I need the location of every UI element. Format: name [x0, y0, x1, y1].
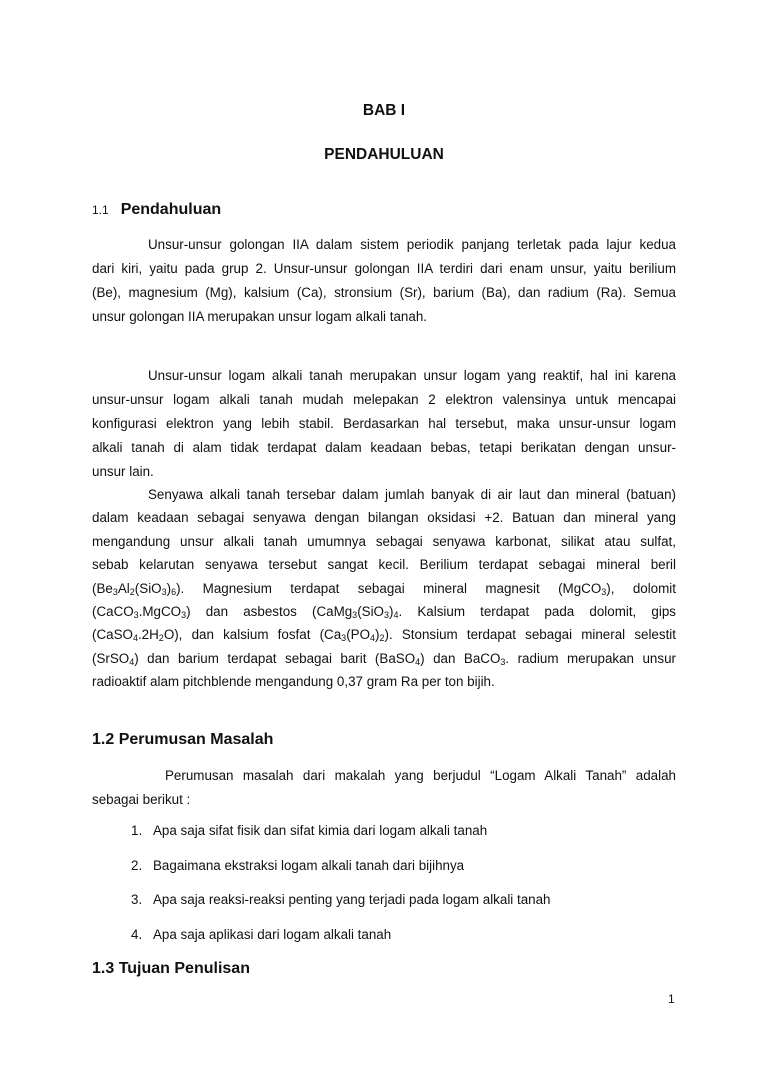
text-run: Unsur-unsur logam alkali tanah merupakan unsur logam yang reaktif, hal ini karena: [148, 368, 676, 383]
text-run: Unsur-unsur golongan IIA dalam sistem periodik panjang terletak pada lajur kedua: [148, 237, 676, 252]
text-run: Perumusan masalah dari makalah yang berjudul “Logam Alkali Tanah” adalah: [165, 768, 676, 783]
text-line: [92, 506, 676, 529]
list-item: [131, 858, 464, 873]
text-run: alkali tanah di alam tidak terdapat dalam keadaan bebas, tetapi berikatan dengan unsur-: [92, 440, 676, 455]
list-item: [131, 927, 391, 942]
list-item: [131, 823, 487, 838]
text-line: [92, 788, 676, 812]
text-run: ): [389, 603, 394, 619]
text-line: [92, 483, 676, 506]
text-run: (PO: [346, 627, 370, 643]
text-line: [92, 623, 676, 646]
list-text: Apa saja sifat fisik dan sifat kimia dari logam alkali tanah: [153, 823, 488, 838]
list-text: Bagaimana ekstraksi logam alkali tanah dari bijihnya: [153, 858, 465, 873]
text-line: [92, 577, 676, 600]
text-run: (SiO: [134, 580, 162, 596]
text-run: Al: [117, 580, 130, 596]
subscript: 3: [352, 609, 358, 620]
subscript: 3: [112, 586, 118, 597]
subscript: 6: [171, 586, 177, 597]
text-line: [92, 305, 676, 329]
subscript: 4: [370, 633, 376, 644]
text-run: ) dan BaCO: [420, 650, 501, 666]
paragraph-3: [92, 483, 676, 694]
paragraph-2: [92, 364, 676, 484]
text-run: radioaktif alam pitchblende mengandung 0,37 gram Ra per ton bijih.: [92, 674, 495, 690]
subscript: 3: [383, 609, 389, 620]
text-run: sebagai berikut :: [92, 792, 191, 807]
text-line: [92, 233, 676, 257]
text-run: dalam keadaan sebagai senyawa dengan bilangan oksidasi +2. Batuan dan mineral yang: [92, 510, 676, 526]
text-run: ) dan barium terdapat sebagai barit (BaSO: [134, 650, 416, 666]
list-number: 1.: [131, 823, 143, 838]
text-line: [92, 281, 676, 305]
subscript: 4: [393, 609, 399, 620]
text-run: (CaSO: [92, 627, 133, 643]
text-line: [92, 460, 676, 484]
section-number: 1.1: [92, 203, 109, 217]
text-run: (SrSO: [92, 650, 130, 666]
subscript: 3: [181, 609, 187, 620]
text-run: unsur golongan IIA merupakan unsur logam alkali tanah.: [92, 309, 427, 324]
list-text: Apa saja reaksi-reaksi penting yang terjadi pada logam alkali tanah: [153, 892, 551, 907]
text-run: ): [375, 627, 380, 643]
text-line: [92, 257, 676, 281]
text-line: [92, 553, 676, 576]
chapter-label: BAB I: [362, 102, 406, 119]
text-run: . Kalsium terdapat pada dolomit, gips: [398, 603, 676, 619]
text-run: (Be: [92, 580, 113, 596]
text-line: [92, 436, 676, 460]
text-line: [92, 764, 676, 788]
text-run: . radium merupakan unsur: [505, 650, 676, 666]
subscript: 4: [415, 656, 421, 667]
list-text: Apa saja aplikasi dari logam alkali tanah: [153, 927, 392, 942]
text-line: [92, 600, 676, 623]
subscript: 2: [379, 633, 385, 644]
section-1-2-heading: 1.2 Perumusan Masalah: [92, 731, 274, 748]
subscript: 3: [601, 586, 607, 597]
subscript: 3: [341, 633, 347, 644]
subscript: 3: [500, 656, 506, 667]
chapter-title: PENDAHULUAN: [324, 146, 444, 163]
subscript: 2: [129, 586, 135, 597]
text-run: (Be), magnesium (Mg), kalsium (Ca), stronsium (Sr), barium (Ba), dan radium (Ra). Semua: [92, 285, 676, 300]
text-run: ): [166, 580, 172, 596]
text-run: mengandung unsur alkali tanah umumnya sebagai senyawa karbonat, silikat atau sulfat,: [92, 533, 676, 549]
text-line: [92, 412, 676, 436]
text-line: [92, 670, 676, 693]
section-title: Pendahuluan: [120, 201, 222, 218]
list-number: 4.: [131, 927, 143, 942]
text-line: [92, 388, 676, 412]
subscript: 4: [132, 633, 138, 644]
subscript: 2: [158, 633, 164, 644]
text-run: ), dolomit: [606, 580, 676, 596]
text-run: sebab kelarutan senyawa tersebut sangat kecil. Berilium terdapat sebagai mineral beril: [92, 557, 676, 573]
text-line: [92, 647, 676, 670]
text-run: Senyawa alkali tanah tersebar dalam jumlah banyak di air laut dan mineral (batuan): [148, 487, 676, 502]
text-run: ). Magnesium terdapat sebagai mineral magnesit (MgCO: [176, 580, 602, 596]
section-1-1-heading: [92, 201, 221, 219]
list-number: 2.: [131, 858, 143, 873]
text-run: ) dan asbestos (CaMg: [186, 603, 353, 619]
text-run: (SiO: [357, 603, 384, 619]
text-run: dari kiri, yaitu pada grup 2. Unsur-unsur golongan IIA terdiri dari enam unsur, yaitu berilium: [92, 261, 676, 276]
text-run: (CaCO: [92, 603, 134, 619]
paragraph-1: [92, 233, 676, 329]
list-number: 3.: [131, 892, 143, 907]
text-run: .MgCO: [138, 603, 182, 619]
text-run: konfigurasi elektron yang lebih stabil. Berdasarkan hal tersebut, maka unsur-unsur logam: [92, 416, 676, 431]
text-run: unsur-unsur logam alkali tanah mudah melepakan 2 elektron valensinya untuk mencapai: [92, 392, 676, 407]
text-run: unsur lain.: [92, 464, 154, 479]
text-run: O), dan kalsium fosfat (Ca: [163, 627, 342, 643]
list-item: [131, 892, 551, 907]
text-run: ). Stonsium terdapat sebagai mineral selestit: [384, 627, 676, 643]
text-line: [92, 530, 676, 553]
text-line: [92, 364, 676, 388]
problem-intro: [92, 764, 676, 812]
subscript: 3: [133, 609, 139, 620]
section-1-3-heading: 1.3 Tujuan Penulisan: [92, 960, 250, 977]
subscript: 4: [129, 656, 135, 667]
page-number: 1: [668, 992, 675, 1006]
text-run: .2H: [137, 627, 159, 643]
subscript: 3: [161, 586, 167, 597]
